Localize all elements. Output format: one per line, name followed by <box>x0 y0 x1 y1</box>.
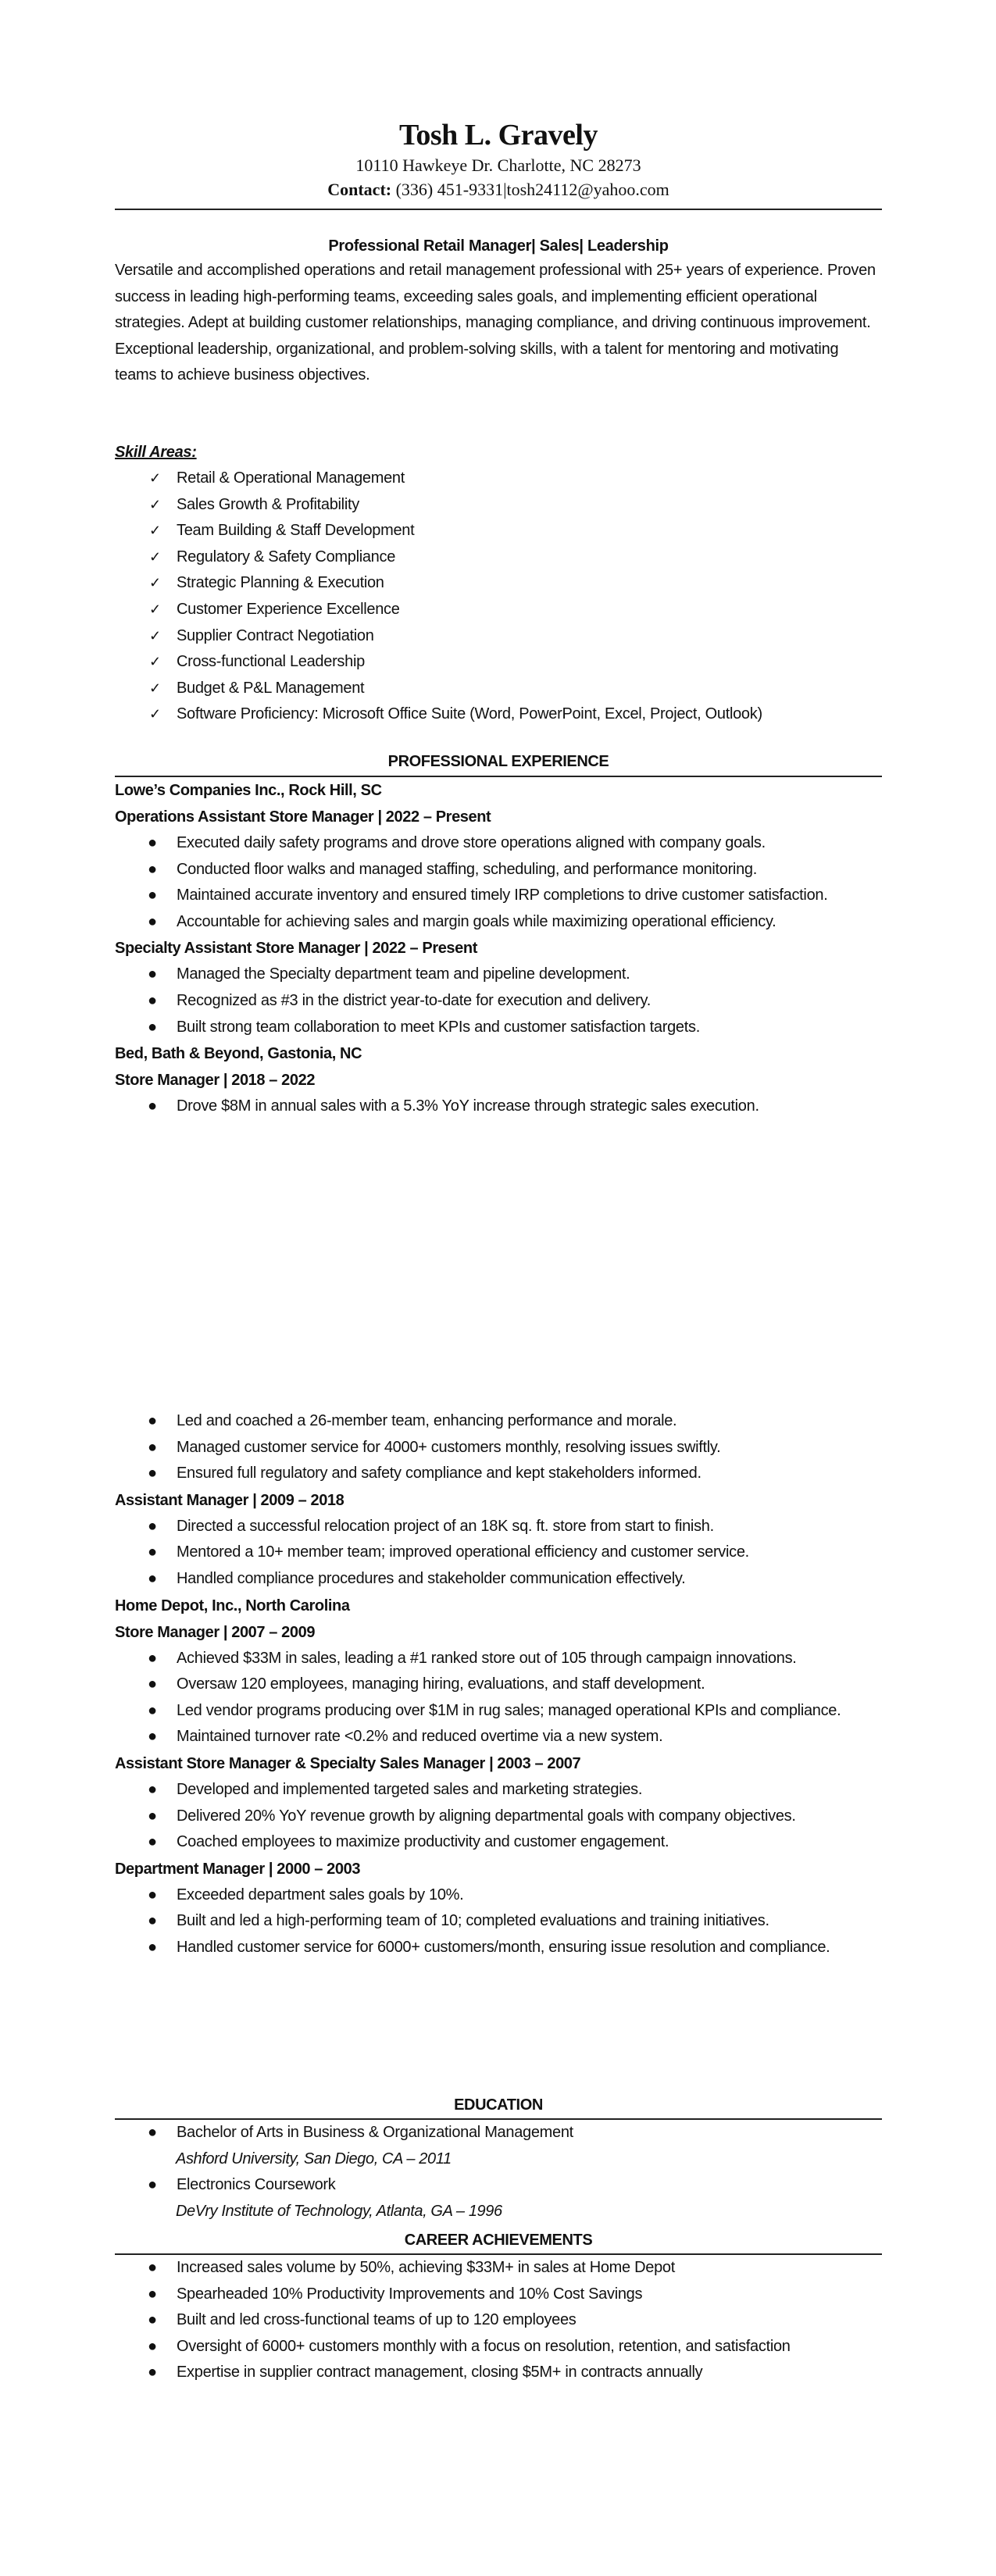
education-section <box>115 2093 882 2225</box>
bullet-icon: ● <box>148 1886 157 1903</box>
checkmark-icon: ✓ <box>149 654 161 670</box>
bullet-icon: ● <box>148 1569 157 1587</box>
bullet-item: ● Built and led a high-performing team of 10; completed evaluations and training initiatives. <box>115 1908 882 1935</box>
job-title: Specialty Assistant Store Manager | 2022 – Present <box>115 940 477 958</box>
job-bullets <box>115 1646 882 1750</box>
achievement-item: ● Oversight of 6000+ customers monthly with a focus on resolution, retention, and satisfaction <box>115 2334 882 2360</box>
bullet-item: ● Oversaw 120 employees, managing hiring, evaluations, and staff development. <box>115 1672 882 1698</box>
candidate-name: Tosh L. Gravely <box>399 119 598 152</box>
checkmark-icon: ✓ <box>149 680 161 696</box>
checkmark-icon: ✓ <box>149 601 161 617</box>
bullet-icon: ● <box>148 1438 157 1456</box>
address: 10110 Hawkeye Dr. Charlotte, NC 28273 <box>355 155 641 175</box>
bullet-icon: ● <box>148 1517 157 1535</box>
skill-item: ✓ Strategic Planning & Execution <box>115 570 882 597</box>
achievement-item: ● Expertise in supplier contract management, closing $5M+ in contracts annually <box>115 2360 882 2386</box>
resume-header <box>115 117 882 202</box>
professional-headline: Professional Retail Manager| Sales| Leadership <box>328 237 669 255</box>
achievement-item: ● Increased sales volume by 50%, achieving $33M+ in sales at Home Depot <box>115 2255 882 2282</box>
bullet-icon: ● <box>148 1833 157 1851</box>
company-name: Bed, Bath & Beyond, Gastonia, NC <box>115 1045 362 1063</box>
bullet-item: ● Handled compliance procedures and stakeholder communication effectively. <box>115 1566 882 1593</box>
bullet-item: ● Managed customer service for 4000+ customers monthly, resolving issues swiftly. <box>115 1435 882 1461</box>
education-list <box>115 2172 882 2199</box>
achievements-heading: CAREER ACHIEVEMENTS <box>404 2232 593 2249</box>
achievements-section <box>115 2228 882 2386</box>
bullet-icon: ● <box>148 1018 157 1036</box>
job-title: Operations Assistant Store Manager | 2022 – Present <box>115 808 491 826</box>
job-bullets <box>115 1514 882 1593</box>
bullet-item: ● Handled customer service for 6000+ customers/month, ensuring issue resolution and compliance. <box>115 1935 882 1961</box>
bullet-item: ● Drove $8M in annual sales with a 5.3% YoY increase through strategic sales execution. <box>115 1094 882 1120</box>
bullet-icon: ● <box>148 2259 157 2276</box>
bullet-icon: ● <box>148 2124 157 2141</box>
contact-value: (336) 451-9331|tosh24112@yahoo.com <box>391 180 669 199</box>
checkmark-icon: ✓ <box>149 548 161 565</box>
summary-section <box>115 234 882 389</box>
skill-item: ✓ Regulatory & Safety Compliance <box>115 544 882 571</box>
checkmark-icon: ✓ <box>149 470 161 486</box>
job-title: Assistant Store Manager & Specialty Sales Manager | 2003 – 2007 <box>115 1754 581 1772</box>
bullet-icon: ● <box>148 912 157 930</box>
school-name: Ashford University, San Diego, CA – 2011 <box>176 2150 452 2167</box>
skills-heading: Skill Areas: <box>115 444 197 461</box>
job-title: Store Manager | 2007 – 2009 <box>115 1623 316 1641</box>
checkmark-icon: ✓ <box>149 575 161 591</box>
bullet-icon: ● <box>148 1465 157 1482</box>
bullet-icon: ● <box>148 2176 157 2194</box>
contact-label: Contact: <box>327 180 392 199</box>
skill-item: ✓ Supplier Contract Negotiation <box>115 623 882 650</box>
job-bullets <box>115 1777 882 1856</box>
job-bullets <box>115 1882 882 1961</box>
job-title: Department Manager | 2000 – 2003 <box>115 1860 361 1878</box>
bullet-item: ● Recognized as #3 in the district year-to-date for execution and delivery. <box>115 988 882 1015</box>
bullet-item: ● Coached employees to maximize productivity and customer engagement. <box>115 1829 882 1856</box>
achievement-item: ● Built and led cross-functional teams of up to 120 employees <box>115 2307 882 2334</box>
bullet-item: ● Led and coached a 26-member team, enhancing performance and morale. <box>115 1408 882 1435</box>
skills-list <box>115 466 882 728</box>
contact-line <box>115 177 882 202</box>
job-bullets <box>115 1408 882 1487</box>
bullet-icon: ● <box>148 1097 157 1115</box>
job-title: Store Manager | 2018 – 2022 <box>115 1072 316 1090</box>
header-divider <box>115 209 882 210</box>
bullet-icon: ● <box>148 834 157 851</box>
skill-item: ✓ Cross-functional Leadership <box>115 649 882 676</box>
achievement-item: ● Spearheaded 10% Productivity Improvements and 10% Cost Savings <box>115 2282 882 2308</box>
skill-item: ✓ Customer Experience Excellence <box>115 597 882 623</box>
job-title: Assistant Manager | 2009 – 2018 <box>115 1491 344 1509</box>
skills-section <box>115 440 882 728</box>
bullet-icon: ● <box>148 1807 157 1825</box>
job-bullets <box>115 962 882 1040</box>
bullet-icon: ● <box>148 1938 157 1956</box>
bullet-icon: ● <box>148 887 157 904</box>
bullet-item: ● Developed and implemented targeted sales and marketing strategies. <box>115 1777 882 1804</box>
bullet-icon: ● <box>148 860 157 878</box>
job-bullets <box>115 830 882 935</box>
bullet-item: ● Maintained turnover rate <0.2% and reduced overtime via a new system. <box>115 1724 882 1750</box>
skill-item: ✓ Software Proficiency: Microsoft Office Suite (Word, PowerPoint, Excel, Project, Outlook) <box>115 701 882 728</box>
skill-item: ✓ Retail & Operational Management <box>115 466 882 492</box>
bullet-item: ● Mentored a 10+ member team; improved operational efficiency and customer service. <box>115 1540 882 1566</box>
bullet-item: ● Ensured full regulatory and safety compliance and kept stakeholders informed. <box>115 1461 882 1487</box>
bullet-icon: ● <box>148 1675 157 1693</box>
school-name: DeVry Institute of Technology, Atlanta, GA – 1996 <box>176 2202 502 2220</box>
bullet-icon: ● <box>148 2337 157 2355</box>
education-list <box>115 2120 882 2146</box>
achievements-list <box>115 2255 882 2386</box>
skill-item: ✓ Team Building & Staff Development <box>115 518 882 544</box>
bullet-icon: ● <box>148 1649 157 1667</box>
education-item: ● Bachelor of Arts in Business & Organizational Management <box>115 2120 882 2146</box>
experience-continued <box>115 1408 882 1961</box>
bullet-item: ● Achieved $33M in sales, leading a #1 ranked store out of 105 through campaign innovations. <box>115 1646 882 1672</box>
experience-heading: PROFESSIONAL EXPERIENCE <box>387 753 609 770</box>
job-bullets <box>115 1094 882 1120</box>
checkmark-icon: ✓ <box>149 523 161 539</box>
bullet-icon: ● <box>148 1780 157 1798</box>
education-item: ● Electronics Coursework <box>115 2172 882 2199</box>
bullet-icon: ● <box>148 965 157 983</box>
bullet-icon: ● <box>148 2364 157 2382</box>
checkmark-icon: ✓ <box>149 706 161 722</box>
summary-paragraph: Versatile and accomplished operations and retail management professional with 25+ years of experience. Proven success in leading high-performing teams, exceeding sales goals, and implementing efficient operational strategies. Adept at building customer relationships, managing compliance, and driving continuous improvement. Exceptional leadership, organizational, and problem-solving skills, with a talent for mentoring and motivating teams to achieve business objectives. <box>115 262 876 384</box>
bullet-icon: ● <box>148 2285 157 2303</box>
bullet-icon: ● <box>148 1701 157 1719</box>
company-name: Lowe’s Companies Inc., Rock Hill, SC <box>115 782 382 799</box>
bullet-icon: ● <box>148 1728 157 1746</box>
bullet-item: ● Conducted floor walks and managed staffing, scheduling, and performance monitoring. <box>115 857 882 883</box>
bullet-item: ● Exceeded department sales goals by 10%. <box>115 1882 882 1909</box>
bullet-item: ● Accountable for achieving sales and margin goals while maximizing operational efficiency. <box>115 909 882 936</box>
bullet-item: ● Led vendor programs producing over $1M in rug sales; managed operational KPIs and compliance. <box>115 1698 882 1725</box>
bullet-icon: ● <box>148 1912 157 1930</box>
skill-item: ✓ Sales Growth & Profitability <box>115 492 882 519</box>
bullet-icon: ● <box>148 1543 157 1561</box>
bullet-item: ● Directed a successful relocation project of an 18K sq. ft. store from start to finish. <box>115 1514 882 1540</box>
bullet-icon: ● <box>148 1412 157 1429</box>
bullet-item: ● Executed daily safety programs and drove store operations aligned with company goals. <box>115 830 882 857</box>
education-heading: EDUCATION <box>454 2096 543 2114</box>
bullet-item: ● Managed the Specialty department team and pipeline development. <box>115 962 882 988</box>
checkmark-icon: ✓ <box>149 496 161 512</box>
bullet-item: ● Maintained accurate inventory and ensured timely IRP completions to drive customer satisfaction. <box>115 883 882 909</box>
checkmark-icon: ✓ <box>149 627 161 644</box>
bullet-item: ● Built strong team collaboration to meet KPIs and customer satisfaction targets. <box>115 1015 882 1041</box>
company-name: Home Depot, Inc., North Carolina <box>115 1597 350 1614</box>
experience-section <box>115 750 882 1120</box>
bullet-icon: ● <box>148 2311 157 2329</box>
bullet-icon: ● <box>148 991 157 1009</box>
skill-item: ✓ Budget & P&L Management <box>115 676 882 702</box>
bullet-item: ● Delivered 20% YoY revenue growth by aligning departmental goals with company objectives. <box>115 1804 882 1830</box>
